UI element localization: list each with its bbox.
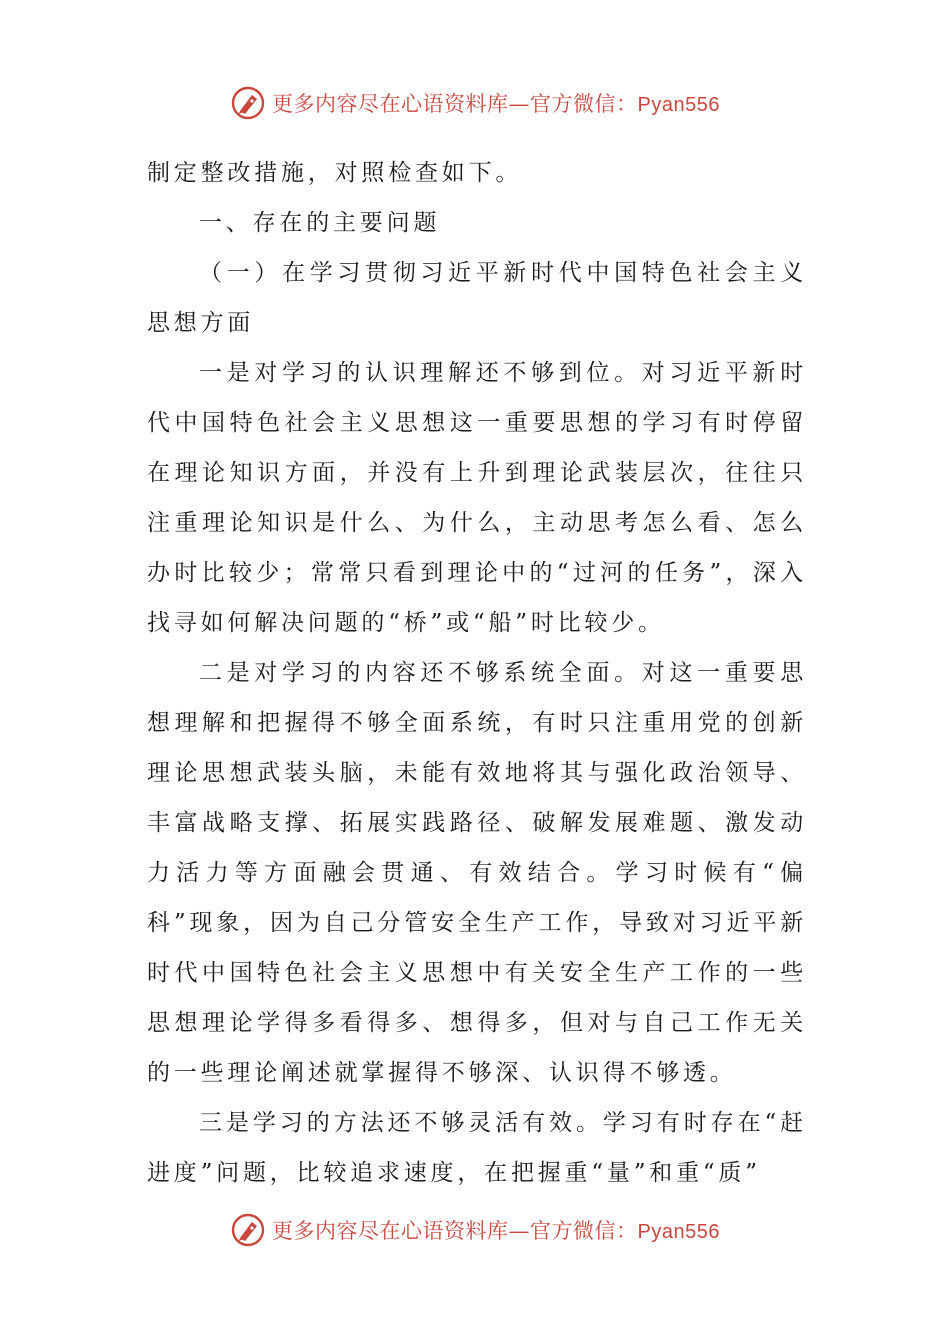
pen-nib-logo-icon [230, 1212, 266, 1248]
banner-account: Pyan556 [637, 1221, 720, 1243]
paragraph: 制定整改措施，对照检查如下。 [147, 160, 523, 186]
header-banner [0, 83, 950, 123]
paragraph: 三是学习的方法还不够灵活有效。学习有时存在“赶进度”问题，比较追求速度，在把握重“量”和重“质” [147, 1110, 807, 1186]
document-body [147, 148, 807, 1198]
subsection-heading: （一）在学习贯彻习近平新时代中国特色社会主义思想方面 [147, 260, 807, 336]
footer-banner [0, 1210, 950, 1250]
banner-account: Pyan556 [637, 94, 720, 116]
banner-text: 更多内容尽在心语资料库—官方微信：Pyan556 [272, 92, 720, 116]
paragraph: 二是对学习的内容还不够系统全面。对这一重要思想理解和把握得不够全面系统，有时只注重用党的创新理论思想武装头脑，未能有效地将其与强化政治领导、丰富战略支撑、拓展实践路径、破解发展难题、激发动力活力等方面融会贯通、有效结合。学习时候有“偏科”现象，因为自己分管安全生产工作，导致对习近平新时代中国特色社会主义思想中有关安全生产工作的一些思想理论学得多看得多、想得多，但对与自己工作无关的一些理论阐述就掌握得不够深、认识得不够透。 [147, 660, 807, 1086]
pen-nib-logo-icon [230, 85, 266, 121]
banner-text: 更多内容尽在心语资料库—官方微信：Pyan556 [272, 1219, 720, 1243]
paragraph: 一是对学习的认识理解还不够到位。对习近平新时代中国特色社会主义思想这一重要思想的学习有时停留在理论知识方面，并没有上升到理论武装层次，往往只注重理论知识是什么、为什么，主动思考怎么看、怎么办时比较少；常常只看到理论中的“过河的任务”，深入找寻如何解决问题的“桥”或“船”时比较少。 [147, 360, 807, 636]
section-heading: 一、存在的主要问题 [199, 210, 441, 236]
